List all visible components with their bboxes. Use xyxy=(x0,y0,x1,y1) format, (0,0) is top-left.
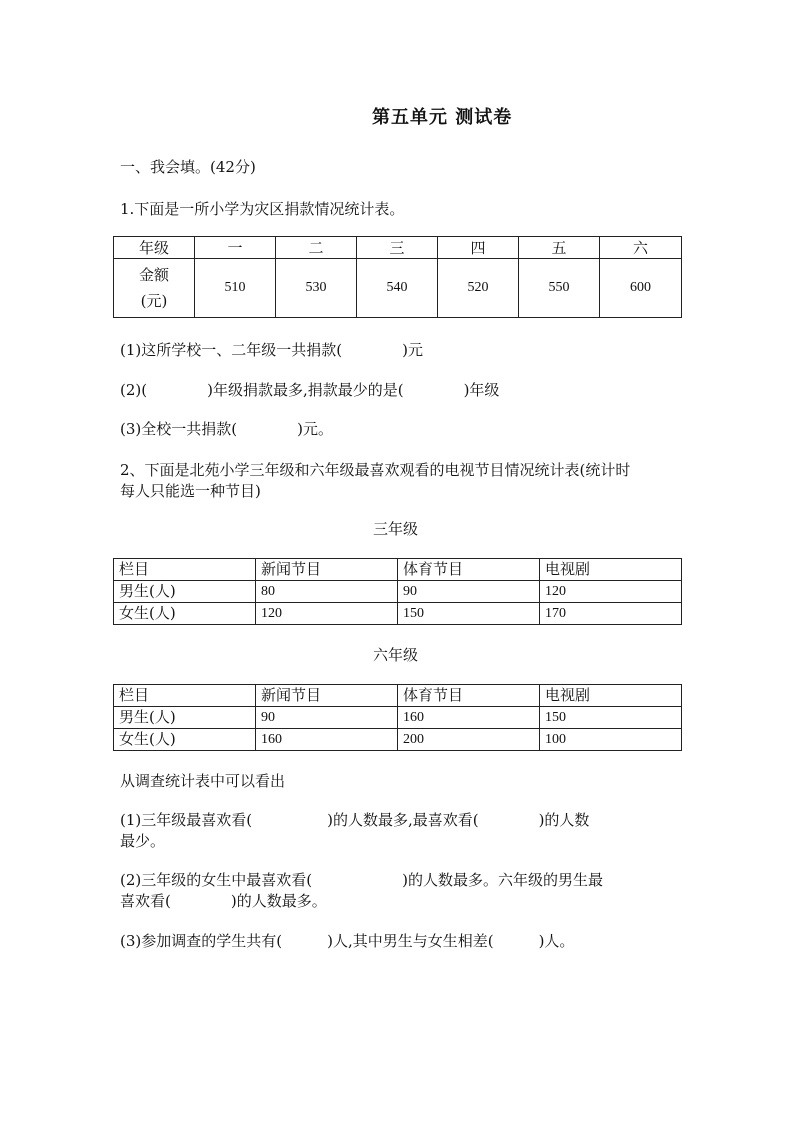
header-cell: 体育节目 xyxy=(398,559,540,581)
q2-sub2-line2: 喜欢看( )的人数最多。 xyxy=(120,892,327,910)
value-cell: 170 xyxy=(540,603,682,625)
value-cell: 150 xyxy=(540,707,682,729)
row-label-cell xyxy=(114,259,195,318)
row-label-cell: 男生(人) xyxy=(114,581,256,603)
amount-cell: 520 xyxy=(438,259,519,318)
q1-sub1: (1)这所学校一、二年级一共捐款( )元 xyxy=(120,341,423,359)
amount-cell: 600 xyxy=(600,259,682,318)
header-cell: 年级 xyxy=(114,237,195,259)
header-cell: 电视剧 xyxy=(540,685,682,707)
value-cell: 160 xyxy=(256,729,398,751)
q1-sub2: (2)( )年级捐款最多,捐款最少的是( )年级 xyxy=(120,381,500,399)
grade-cell: 四 xyxy=(438,237,519,259)
header-cell: 栏目 xyxy=(114,559,256,581)
table-header-row xyxy=(114,237,682,259)
header-cell: 栏目 xyxy=(114,685,256,707)
q2-intro-line2: 每人只能选一种节目) xyxy=(120,482,261,500)
value-cell: 120 xyxy=(540,581,682,603)
row-label-cell: 女生(人) xyxy=(114,603,256,625)
value-cell: 150 xyxy=(398,603,540,625)
grade-cell: 一 xyxy=(195,237,276,259)
header-cell: 电视剧 xyxy=(540,559,682,581)
section-heading: 一、我会填。(42分) xyxy=(120,158,256,176)
grade6-caption: 六年级 xyxy=(373,646,419,664)
q1-intro: 1.下面是一所小学为灾区捐款情况统计表。 xyxy=(120,200,405,218)
row-label-cell: 女生(人) xyxy=(114,729,256,751)
row-label-line: (元) xyxy=(140,292,168,310)
grade3-table xyxy=(113,558,682,625)
value-cell: 100 xyxy=(540,729,682,751)
value-cell: 160 xyxy=(398,707,540,729)
grade-cell: 六 xyxy=(600,237,682,259)
grade-cell: 三 xyxy=(357,237,438,259)
page-title: 第五单元 测试卷 xyxy=(372,107,513,128)
amount-cell: 530 xyxy=(276,259,357,318)
header-cell: 体育节目 xyxy=(398,685,540,707)
value-cell: 200 xyxy=(398,729,540,751)
amount-cell: 550 xyxy=(519,259,600,318)
amount-cell: 510 xyxy=(195,259,276,318)
value-cell: 90 xyxy=(398,581,540,603)
q2-sub1-line2: 最少。 xyxy=(120,832,166,850)
grade3-caption: 三年级 xyxy=(373,520,419,538)
grade6-table xyxy=(113,684,682,751)
q2-sub2-line1: (2)三年级的女生中最喜欢看( )的人数最多。六年级的男生最 xyxy=(120,871,603,889)
table-row xyxy=(114,729,682,751)
value-cell: 120 xyxy=(256,603,398,625)
row-label-cell: 男生(人) xyxy=(114,707,256,729)
q2-lead: 从调查统计表中可以看出 xyxy=(120,772,286,790)
table-header-row xyxy=(114,559,682,581)
grade-cell: 五 xyxy=(519,237,600,259)
header-cell: 新闻节目 xyxy=(256,559,398,581)
header-cell: 新闻节目 xyxy=(256,685,398,707)
amount-cell: 540 xyxy=(357,259,438,318)
donation-table xyxy=(113,236,682,318)
table-header-row xyxy=(114,685,682,707)
value-cell: 90 xyxy=(256,707,398,729)
row-label-line: 金额 xyxy=(138,266,169,284)
q2-sub1-line1: (1)三年级最喜欢看( )的人数最多,最喜欢看( )的人数 xyxy=(120,811,590,829)
q1-sub3: (3)全校一共捐款( )元。 xyxy=(120,420,333,438)
q2-intro-line1: 2、下面是北苑小学三年级和六年级最喜欢观看的电视节目情况统计表(统计时 xyxy=(120,461,631,479)
value-cell: 80 xyxy=(256,581,398,603)
q2-sub3: (3)参加调查的学生共有( )人,其中男生与女生相差( )人。 xyxy=(120,932,575,950)
table-row xyxy=(114,707,682,729)
table-row xyxy=(114,259,682,318)
table-row xyxy=(114,603,682,625)
table-row xyxy=(114,581,682,603)
grade-cell: 二 xyxy=(276,237,357,259)
